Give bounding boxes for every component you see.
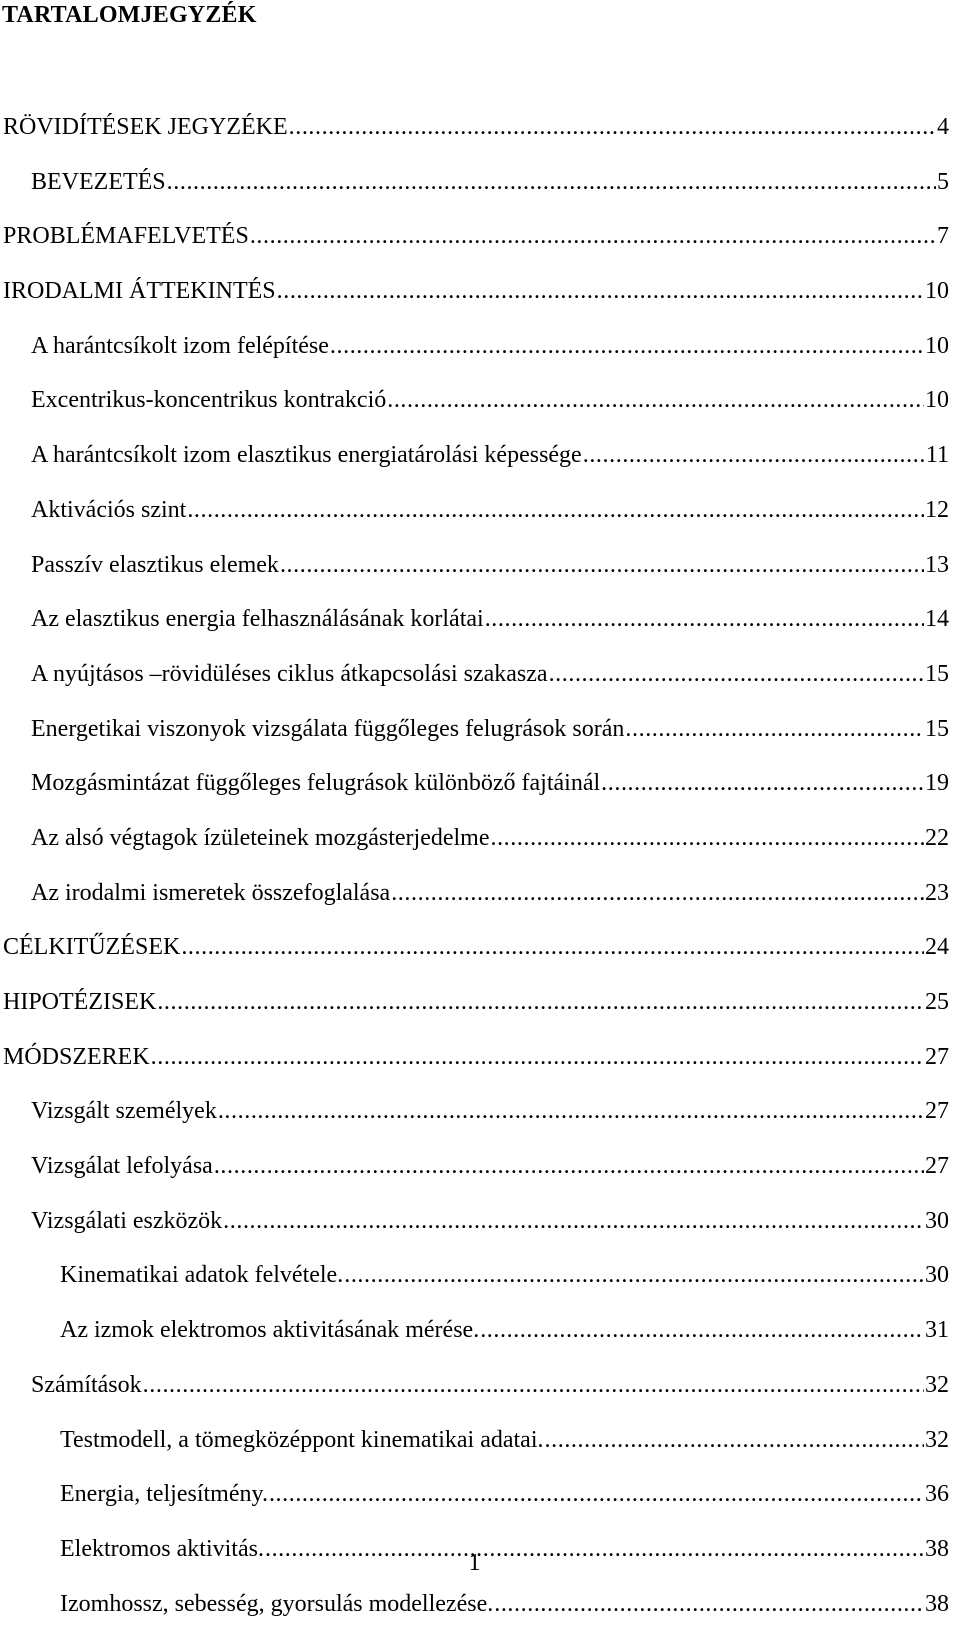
toc-entry[interactable] <box>0 387 949 442</box>
toc-entry-title: Aktivációs szint <box>31 496 187 523</box>
toc-dot-leader <box>218 1098 924 1125</box>
toc-dot-leader <box>181 934 924 961</box>
toc-dot-leader <box>187 497 924 524</box>
toc-entry-page: 10 <box>925 332 949 359</box>
toc-entry-title: A nyújtásos –rövidüléses ciklus átkapcsolási szakasza <box>31 660 548 687</box>
toc-entry-page: 14 <box>925 606 949 633</box>
toc-entry-page: 5 <box>937 168 949 195</box>
toc-entry[interactable] <box>0 1044 949 1099</box>
toc-entry[interactable] <box>0 989 949 1044</box>
page-number: 1 <box>468 1550 481 1576</box>
toc-dot-leader <box>223 1208 924 1235</box>
toc-entry[interactable] <box>0 880 949 935</box>
toc-entry-title: MÓDSZEREK <box>3 1043 150 1070</box>
toc-dot-leader <box>494 1591 924 1618</box>
toc-entry[interactable] <box>0 770 949 825</box>
toc-entry-title: BEVEZETÉS <box>31 168 166 195</box>
toc-entry-title: Vizsgálati eszközök <box>31 1207 223 1234</box>
toc-entry-title: PROBLÉMAFELVETÉS <box>3 223 249 250</box>
toc-dot-leader <box>387 387 924 414</box>
toc-dot-leader <box>480 1317 924 1344</box>
toc-entry-title: Az elasztikus energia felhasználásának korlátai <box>31 606 484 633</box>
toc-entry-title: HIPOTÉZISEK <box>3 989 157 1015</box>
toc-entry[interactable] <box>0 1427 949 1482</box>
toc-entry-page: 10 <box>925 387 949 414</box>
toc-entry[interactable] <box>0 1372 949 1427</box>
toc-entry-page: 12 <box>925 496 949 523</box>
toc-entry[interactable] <box>0 223 949 278</box>
toc-entry[interactable] <box>0 169 949 224</box>
toc-entry-title: Kinematikai adatok felvétele. <box>60 1262 344 1289</box>
toc-entry-page: 38 <box>925 1590 949 1617</box>
toc-entry-page: 4 <box>937 114 949 140</box>
toc-entry-title: Mozgásmintázat függőleges felugrások különböző fajtáinál <box>31 770 601 797</box>
toc-dot-leader <box>485 606 924 633</box>
toc-entry-title: Izomhossz, sebesség, gyorsulás modellezése. <box>60 1590 494 1617</box>
table-of-contents <box>0 114 949 1645</box>
toc-entry[interactable] <box>0 1317 949 1372</box>
toc-entry-page: 19 <box>925 770 949 797</box>
toc-entry-page: 11 <box>925 442 949 469</box>
toc-dot-leader <box>490 825 924 852</box>
toc-entry[interactable] <box>0 1153 949 1208</box>
toc-dot-leader <box>280 552 924 579</box>
toc-entry-page: 27 <box>925 1153 949 1180</box>
toc-entry-title: Az izmok elektromos aktivitásának mérése. <box>60 1317 480 1344</box>
toc-entry-page: 7 <box>937 223 949 250</box>
toc-entry-title: IRODALMI ÁTTEKINTÉS <box>3 278 276 305</box>
toc-entry-title: CÉLKITŰZÉSEK <box>3 934 181 961</box>
page-title: TARTALOMJEGYZÉK <box>2 2 257 28</box>
toc-entry-title: Energetikai viszonyok vizsgálata függőleges felugrások során <box>31 715 625 742</box>
toc-entry-page: 32 <box>925 1371 949 1398</box>
toc-dot-leader <box>167 169 936 196</box>
toc-entry-page: 38 <box>925 1535 949 1562</box>
toc-entry-page: 36 <box>925 1481 949 1508</box>
toc-entry-title: RÖVIDÍTÉSEK JEGYZÉKE <box>3 114 288 140</box>
toc-dot-leader <box>214 1153 924 1180</box>
toc-entry-page: 30 <box>925 1207 949 1234</box>
toc-entry[interactable] <box>0 552 949 607</box>
toc-entry-page: 10 <box>925 278 949 305</box>
toc-dot-leader <box>151 1044 924 1071</box>
toc-entry-page: 25 <box>925 989 949 1015</box>
toc-dot-leader <box>344 1262 924 1289</box>
toc-entry[interactable] <box>0 442 949 497</box>
toc-entry-page: 22 <box>925 824 949 851</box>
toc-entry-title: Elektromos aktivitás. <box>60 1535 264 1562</box>
toc-entry-title: Az alsó végtagok ízületeinek mozgásterjedelme <box>31 824 490 851</box>
toc-entry[interactable] <box>0 606 949 661</box>
toc-dot-leader <box>545 1427 924 1454</box>
toc-entry-page: 27 <box>925 1043 949 1070</box>
toc-dot-leader <box>289 114 936 141</box>
toc-entry-title: Passzív elasztikus elemek <box>31 551 279 578</box>
toc-entry[interactable] <box>0 934 949 989</box>
toc-entry-page: 13 <box>925 551 949 578</box>
toc-entry-page: 27 <box>925 1098 949 1125</box>
toc-dot-leader <box>391 880 924 907</box>
toc-entry[interactable] <box>0 825 949 880</box>
toc-entry[interactable] <box>0 716 949 771</box>
toc-entry[interactable] <box>0 1208 949 1263</box>
toc-dot-leader <box>330 333 924 360</box>
toc-entry-page: 32 <box>925 1426 949 1453</box>
toc-entry[interactable] <box>0 1591 949 1645</box>
toc-entry[interactable] <box>0 497 949 552</box>
toc-dot-leader <box>625 716 924 743</box>
toc-dot-leader <box>277 278 924 305</box>
toc-entry-title: Energia, teljesítmény. <box>60 1481 268 1508</box>
toc-entry-title: Számítások <box>31 1371 142 1398</box>
toc-entry-title: Vizsgálat lefolyása <box>31 1153 213 1180</box>
toc-entry[interactable] <box>0 278 949 333</box>
toc-entry-page: 31 <box>925 1317 949 1344</box>
toc-entry-title: Testmodell, a tömegközéppont kinematikai adatai. <box>60 1426 544 1453</box>
toc-entry[interactable] <box>0 114 949 169</box>
toc-dot-leader <box>269 1481 924 1508</box>
toc-entry[interactable] <box>0 1262 949 1317</box>
toc-entry-title: Excentrikus-koncentrikus kontrakció <box>31 387 387 414</box>
toc-dot-leader <box>549 661 924 688</box>
toc-dot-leader <box>583 442 925 469</box>
toc-dot-leader <box>157 989 924 1016</box>
toc-entry-page: 23 <box>925 879 949 906</box>
toc-entry-title: Az irodalmi ismeretek összefoglalása <box>31 879 391 906</box>
toc-entry-page: 24 <box>925 934 949 961</box>
toc-entry-title: A harántcsíkolt izom felépítése <box>31 332 329 359</box>
toc-dot-leader <box>250 223 936 250</box>
toc-dot-leader <box>601 770 924 797</box>
toc-entry-title: A harántcsíkolt izom elasztikus energiatárolási képessége <box>31 442 582 469</box>
toc-dot-leader <box>143 1372 924 1399</box>
toc-entry-page: 15 <box>925 715 949 742</box>
toc-entry[interactable] <box>0 333 949 388</box>
toc-entry[interactable] <box>0 1481 949 1536</box>
toc-entry-page: 30 <box>925 1262 949 1289</box>
toc-entry-page: 15 <box>925 660 949 687</box>
toc-entry[interactable] <box>0 1098 949 1153</box>
toc-entry-title: Vizsgált személyek <box>31 1098 217 1125</box>
toc-entry[interactable] <box>0 661 949 716</box>
